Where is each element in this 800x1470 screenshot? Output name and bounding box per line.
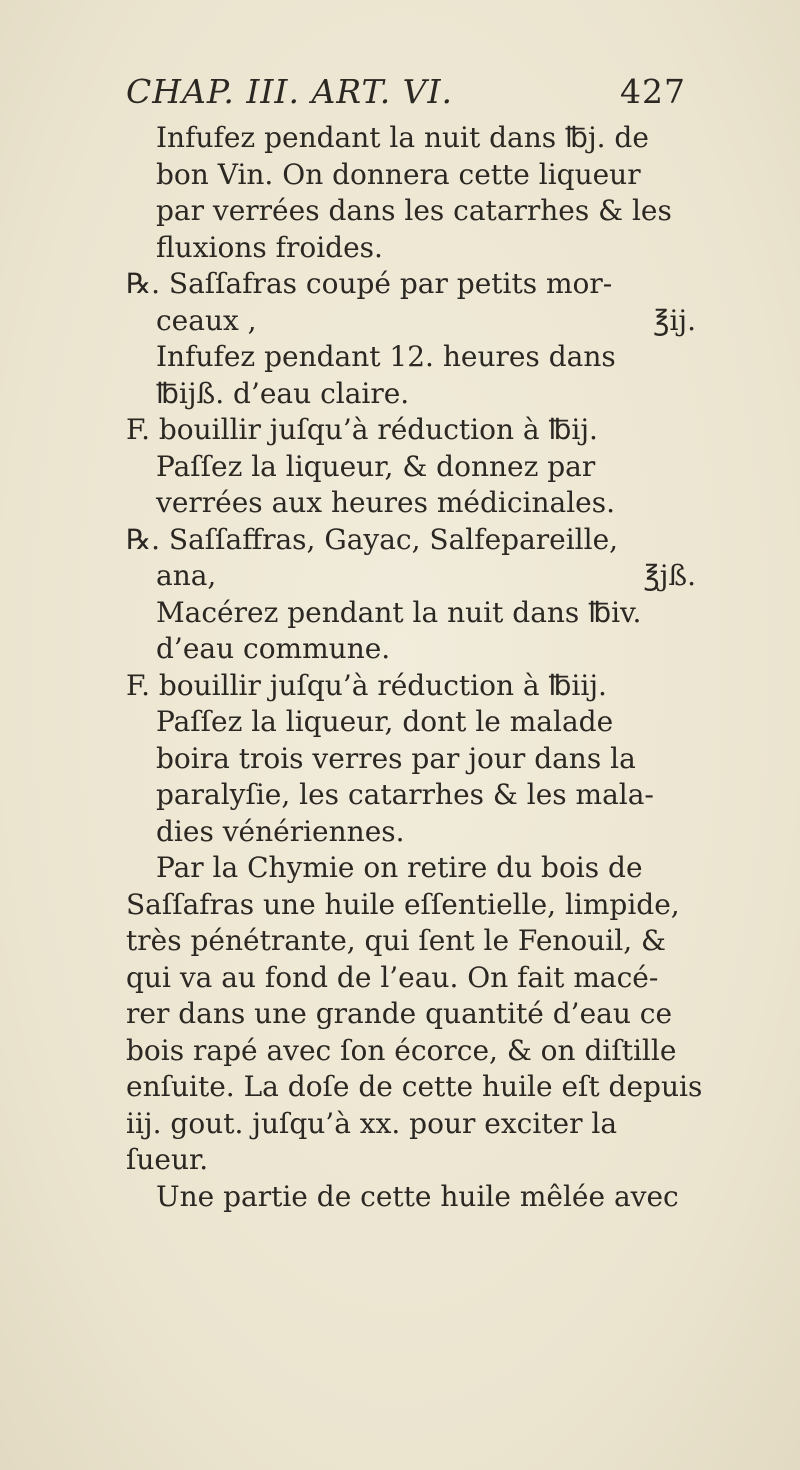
- text-line: Infufez pendant 12. heures dans: [156, 340, 616, 373]
- text-line: Par la Chymie on retire du bois de: [156, 851, 643, 884]
- dose-amount: ℥ij.: [653, 303, 696, 337]
- text-line: Macérez pendant la nuit dans ℔iv.: [156, 595, 642, 629]
- text-line: bon Vin. On donnera cette liqueur: [156, 157, 641, 191]
- text-line: [126, 558, 696, 595]
- text-line: enſuite. La doſe de cette huile eſt depuis: [126, 1070, 703, 1103]
- text-line: paralyſie, les catarrhes & les mala-: [156, 778, 654, 811]
- text-line: verrées aux heures médicinales.: [156, 486, 616, 519]
- text-line: dies vénériennes.: [156, 814, 405, 848]
- text-line: F. bouillir juſqu’à réduction à ℔ij.: [126, 413, 598, 446]
- text-line: d’eau commune.: [156, 632, 391, 665]
- text-line: ℞. Saſſafras coupé par petits mor-: [126, 267, 613, 300]
- text-line: rer dans une grande quantité d’eau ce: [126, 997, 673, 1030]
- text-line: par verrées dans les catarrhes & les: [156, 194, 672, 227]
- chapter-title: CHAP. III. ART. VI.: [126, 72, 454, 111]
- text-line: Saſſafras une huile eſſentielle, limpide,: [126, 887, 680, 921]
- text-line: iij. gout. juſqu’à xx. pour exciter la: [126, 1106, 618, 1140]
- text-line: bois rapé avec ſon écorce, & on diſtille: [126, 1033, 677, 1067]
- text-line: Une partie de cette huile mêlée avec: [156, 1179, 679, 1213]
- text-line: qui va au fond de l’eau. On fait macé-: [126, 960, 659, 994]
- text-line: [126, 303, 696, 340]
- text-line: Paſſez la liqueur, dont le malade: [156, 705, 614, 738]
- text-line: F. bouillir juſqu’à réduction à ℔iij.: [126, 668, 607, 702]
- running-header: [126, 72, 686, 116]
- text-line-left: ana,: [156, 559, 217, 592]
- text-line: ſueur.: [126, 1143, 209, 1176]
- text-line-left: ceaux ,: [156, 303, 257, 337]
- text-line: ℔ijß. d’eau claire.: [156, 376, 410, 410]
- text-line: Infufez pendant la nuit dans ℔j. de: [156, 121, 649, 154]
- text-line: fluxions froides.: [156, 230, 383, 264]
- text-line: boira trois verres par jour dans la: [156, 741, 636, 775]
- page-number: 427: [620, 72, 686, 111]
- page-text: [126, 120, 703, 1215]
- text-line: très pénétrante, qui ſent le Fenouil, &: [126, 924, 666, 957]
- dose-amount: ℥jß.: [643, 559, 696, 592]
- text-line: Paſſez la liqueur, & donnez par: [156, 449, 596, 483]
- text-line: ℞. Saſſaffras, Gayac, Salfepareille,: [126, 522, 619, 556]
